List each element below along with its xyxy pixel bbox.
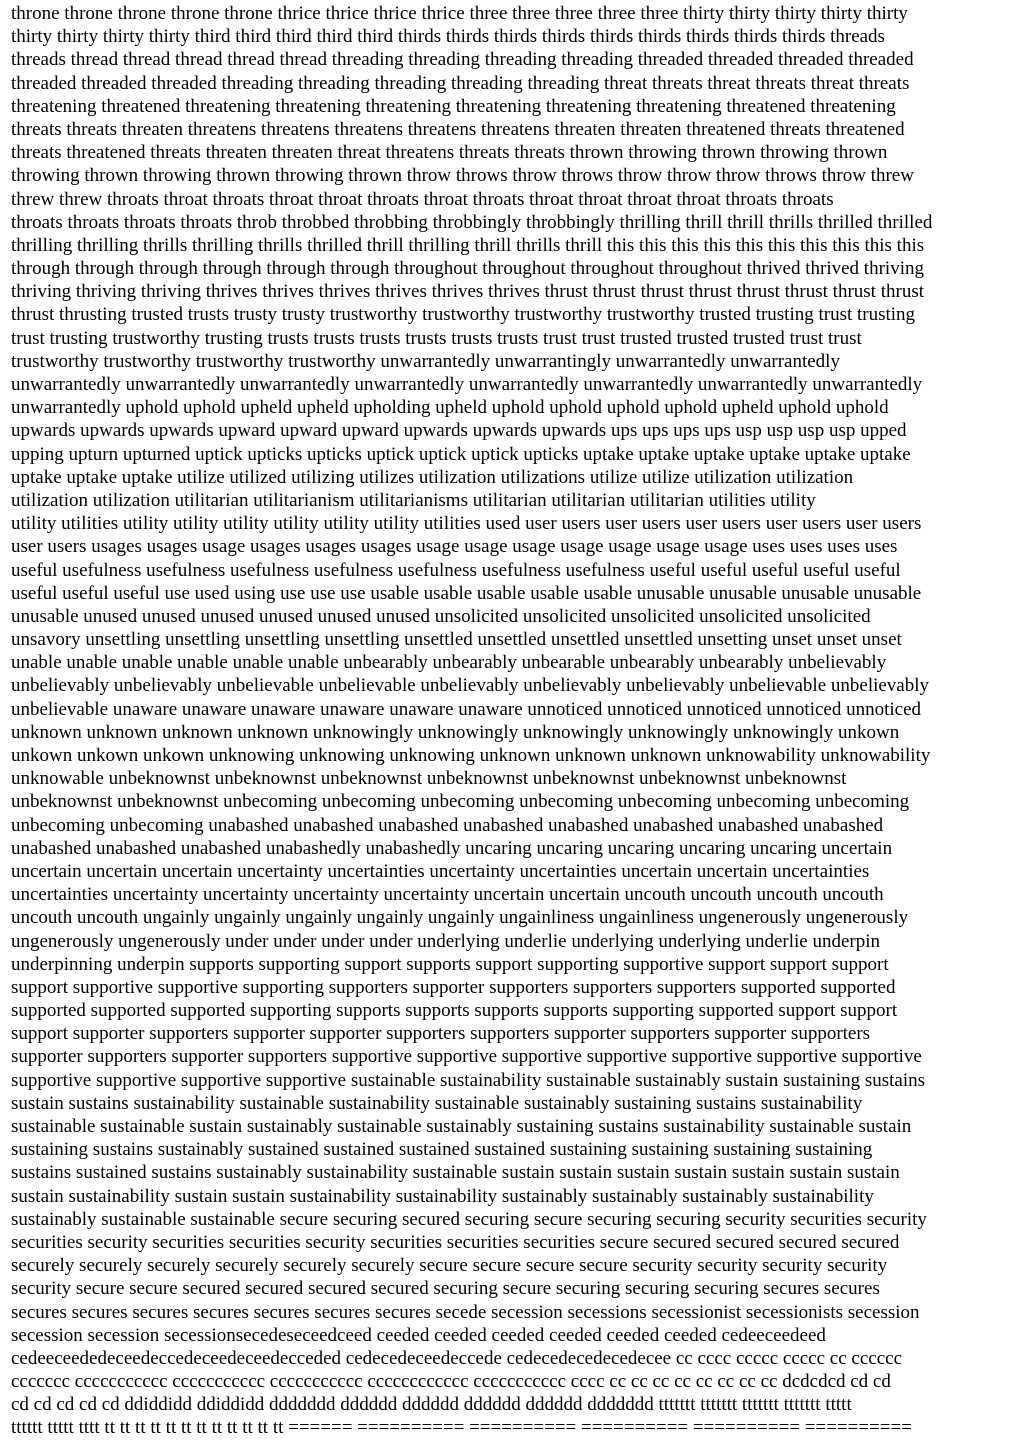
text-line: threatening threatened threatening threatening threatening threatening threatening threatening threatened threatening [11,95,896,117]
text-line: unbeknownst unbeknownst unbecoming unbecoming unbecoming unbecoming unbecoming unbecoming unbecoming [11,791,910,813]
text-line: utilization utilization utilitarian utilitarianism utilitarianisms utilitarian utilitarian utilitarian utilities utility [11,489,816,511]
text-line: sustain sustainability sustain sustain sustainability sustainability sustainably sustainably sustainably sustainability [11,1185,874,1207]
text-line: thrust thrusting trusted trusts trusty trusty trustworthy trustworthy trustworthy trustworthy trusted trusting trust trusting [11,304,916,326]
text-line: unwarrantedly unwarrantedly unwarrantedly unwarrantedly unwarrantedly unwarrantedly unwarrantedly unwarrantedly [11,374,923,395]
text-line: sustain sustains sustainability sustainable sustainability sustainable sustainably sustaining sustains sustainability [11,1092,863,1114]
text-line: upwards upwards upwards upward upward upward upwards upwards upwards ups ups ups ups usp usp usp usp upped [11,420,907,442]
text-line: unable unable unable unable unable unable unbearably unbearably unbearable unbearably unbearably unbelievably [11,652,887,674]
text-line: threats threats threaten threatens threatens threatens threatens threatens threaten threaten threatened threats threatened [11,118,905,140]
text-line: throwing thrown throwing thrown throwing thrown throw throws throw throws throw throw throw throws throw threw [11,165,914,187]
text-line: uncertainties uncertainty uncertainty uncertainty uncertainty uncertain uncertain uncouth uncouth uncouth uncouth [11,884,884,906]
text-line: utility utilities utility utility utility utility utility utility utilities used user users user users user users user users user users [11,513,922,535]
text-line: sustainable sustainable sustain sustainably sustainable sustainably sustaining sustains sustainability sustainable sustain [11,1116,912,1137]
text-line: supported supported supported supporting supports supports supports supports supporting supported support support [11,1000,898,1022]
text-line: underpinning underpin supports supporting support supports support supporting supportive support support support [11,953,889,975]
text-line: throne throne throne throne throne thrice thrice thrice thrice three three three three three thirty thirty thirty thirty thirty [11,3,908,24]
text-line: secures secures secures secures secures secures secures secede secession secessions secessionist secessionists secession [11,1301,920,1323]
text-line: unbecoming unbecoming unabashed unabashed unabashed unabashed unabashed unabashed unabashed unabashed [11,814,884,836]
text-line: uncouth uncouth ungainly ungainly ungainly ungainly ungainly ungainliness ungainliness ungenerously ungenerously [11,907,909,929]
text-line: threats threatened threats threaten threaten threat threatens threats threats thrown throwing thrown throwing thrown [11,142,888,164]
text-line: unkown unkown unkown unknowing unknowing unknowing unknown unknown unknown unknowability unknowability [11,745,931,766]
text-line: thirty thirty thirty thirty third third third third third thirds thirds thirds thirds thirds thirds thirds thirds thirds threads [11,26,885,48]
text-line: ccccccc ccccccccccc ccccccccccc ccccccccccc cccccccccccc ccccccccccc cccc cc cc cc cc cc cc cc cc dcdcdcd cd cd [11,1371,891,1393]
text-line: tttttt ttttt tttt tt tt tt tt tt tt tt tt tt tt tt tt ====== ========== ========== ========== ========== ========== [11,1417,912,1439]
text-line: thriving thriving thriving thrives thrives thrives thrives thrives thrives thrust thrust thrust thrust thrust thrust thrust thrust [11,281,924,303]
text-line: unbelievably unbelievably unbelievable unbelievable unbelievably unbelievably unbelievably unbelievable unbelievably [11,675,930,697]
text-line: unusable unused unused unused unused unused unused unsolicited unsolicited unsolicited unsolicited unsolicited [11,605,871,627]
text-line: unbelievable unaware unaware unaware unaware unaware unaware unnoticed unnoticed unnoticed unnoticed unnoticed [11,698,922,720]
text-line: through through through through through through throughout throughout throughout throughout thrived thrived thriving [11,258,924,280]
text-line: support supportive supportive supporting supporters supporter supporters supporters supporters supported supported [11,976,896,998]
text-line: support supporter supporters supporter supporter supporters supporters supporter supporters supporter supporters [11,1023,871,1045]
text-line: ungenerously ungenerously under under under under underlying underlie underlying underlying underlie underpin [11,930,881,952]
text-line: threaded threaded threaded threading threading threading threading threading threat threats threat threats threat threats [11,72,910,94]
text-line: threads thread thread thread thread thread threading threading threading threading threaded threaded threaded threaded [11,49,914,71]
text-line: supporter supporters supporter supporters supportive supportive supportive supportive supportive supportive supportive [11,1046,922,1068]
text-line: unsavory unsettling unsettling unsettling unsettling unsettled unsettled unsettled unsettled unsetting unset unset unset [11,629,902,651]
text-line: unabashed unabashed unabashed unabashedly unabashedly uncaring uncaring uncaring uncaring uncaring uncertain [11,837,893,859]
text-line: user users usages usages usage usages usages usages usage usage usage usage usage usage usage uses uses uses uses [11,536,898,558]
text-line: unwarrantedly uphold uphold upheld upheld upholding upheld uphold uphold uphold uphold upheld uphold uphold [11,397,889,419]
text-line: unknowable unbeknownst unbeknownst unbeknownst unbeknownst unbeknownst unbeknownst unbeknownst [11,768,847,790]
text-line: useful useful useful use used using use use use usable usable usable usable usable unusable unusable unusable unusable [11,582,922,604]
text-line: cedeeceededeceedeccedeceedeceedecceded cedecedeceedeccede cedecedecedecedecee cc cccc ccccc ccccc cc cccccc [11,1347,903,1369]
text-line: uptake uptake uptake utilize utilized utilizing utilizes utilization utilizations utilize utilize utilization utilization [11,466,854,488]
text-line: supportive supportive supportive supportive sustainable sustainability sustainable sustainably sustain sustaining sustains [11,1069,926,1091]
text-line: uncertain uncertain uncertain uncertainty uncertainties uncertainty uncertainties uncertain uncertain uncertainties [11,860,870,882]
text-line: securities security securities securities security securities securities securities secure secured secured secured secured [11,1231,900,1253]
text-line: unknown unknown unknown unknown unknowingly unknowingly unknowingly unknowingly unknowingly unkown [11,721,900,743]
text-line: trustworthy trustworthy trustworthy trustworthy unwarrantedly unwarrantingly unwarrantedly unwarrantedly [11,350,840,372]
text-line: sustainably sustainable sustainable secure securing secured securing secure securing securing security securities security [11,1208,927,1230]
text-line: upping upturn upturned uptick upticks upticks uptick uptick uptick upticks uptake uptake uptake uptake uptake uptake [11,443,911,465]
text-line: security secure secure secured secured secured secured securing secure securing securing securing secures secures [11,1278,880,1300]
text-line: sustaining sustains sustainably sustained sustained sustained sustained sustaining sustaining sustaining sustaining [11,1139,873,1161]
text-line: threw threw throats throat throats throat throat throats throat throats throat throat throat throat throats throats [11,188,834,210]
text-line: securely securely securely securely securely securely secure secure secure secure security security security security [11,1255,888,1277]
text-line: sustains sustained sustains sustainably sustainability sustainable sustain sustain sustain sustain sustain sustain sustain [11,1162,900,1184]
text-line: secession secession secessionsecedeseceedceed ceeded ceeded ceeded ceeded ceeded ceeded cedeeceedeed [11,1324,826,1346]
text-line: throats throats throats throats throb throbbed throbbing throbbingly throbbingly thrilling thrill thrill thrills thrilled thrilled [11,211,933,233]
text-line: cd cd cd cd cd ddiddidd ddiddidd ddddddd dddddd dddddd dddddd dddddd ddddddd ttttttt ttttttt ttttttt ttttttt ttttt [11,1394,852,1416]
text-line: trust trusting trustworthy trusting trusts trusts trusts trusts trusts trusts trust trust trusted trusted trusted trust trust [11,327,862,349]
text-line: useful usefulness usefulness usefulness usefulness usefulness usefulness usefulness useful useful useful useful useful [11,559,901,581]
text-line: thrilling thrilling thrills thrilling thrills thrilled thrill thrilling thrill thrills thrill this this this this this this this this this this [11,234,925,256]
